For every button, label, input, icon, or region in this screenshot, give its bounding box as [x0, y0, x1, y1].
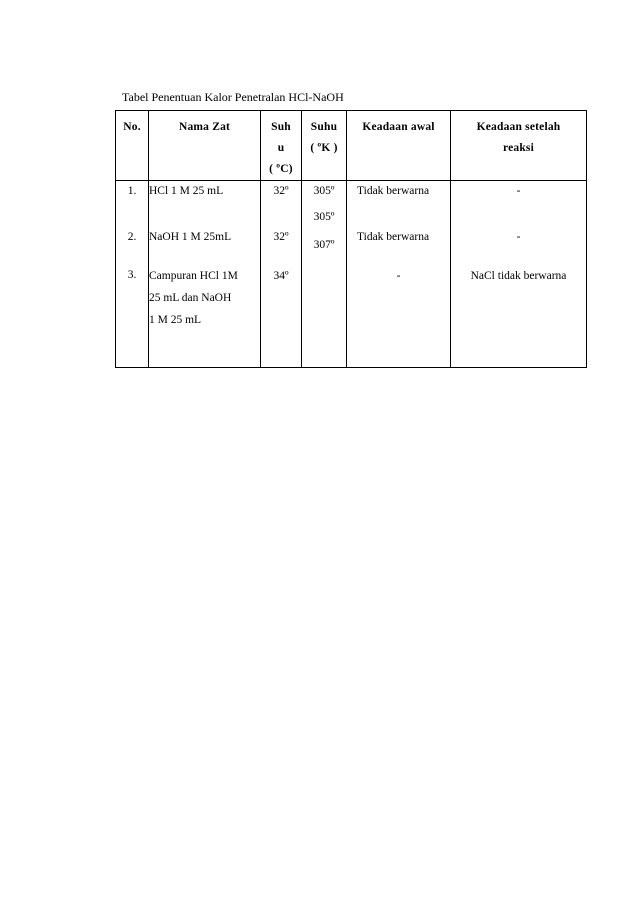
header-no-text: No. [123, 121, 141, 133]
table-row [116, 227, 587, 265]
cell-suhu-kelvin-line: 305º [313, 211, 335, 223]
cell-keadaan-awal-text: Tidak berwarna [357, 185, 430, 197]
cell-nama-zat [149, 227, 261, 265]
cell-suhu-celsius-text: 32º [273, 231, 289, 243]
header-keadaan-setelah-line-1: Keadaan setelah [476, 121, 561, 133]
cell-no [116, 181, 149, 228]
header-suhu-kelvin-line-2: ( ºK ) [310, 142, 338, 154]
header-keadaan-setelah-line-2: reaksi [502, 142, 535, 154]
data-table [115, 110, 587, 368]
cell-keadaan-awal [347, 227, 451, 265]
table-row [116, 181, 587, 228]
cell-suhu-celsius-text: 32º [273, 185, 289, 197]
header-suhu-celsius-line-2: u [277, 142, 285, 154]
cell-no [116, 227, 149, 265]
cell-keadaan-setelah [451, 265, 587, 368]
header-keadaan-setelah [451, 111, 587, 181]
cell-keadaan-awal [347, 265, 451, 368]
cell-suhu-kelvin-line: 307º [313, 239, 335, 251]
cell-nama-zat-line: 25 mL dan NaOH [149, 292, 232, 304]
cell-suhu-kelvin [302, 181, 347, 228]
cell-nama-zat [149, 265, 261, 368]
cell-no-text: 2. [127, 231, 137, 243]
cell-suhu-kelvin-line: 305º [313, 185, 335, 197]
cell-keadaan-setelah-text: - [516, 231, 521, 243]
header-keadaan-awal [347, 111, 451, 181]
table-header-row [116, 111, 587, 181]
cell-suhu-celsius [261, 227, 302, 265]
header-suhu-celsius-line-1: Suh [271, 121, 291, 133]
cell-keadaan-setelah [451, 181, 587, 228]
table-row [116, 265, 587, 368]
cell-suhu-kelvin [302, 265, 347, 368]
header-nama-zat-text: Nama Zat [178, 121, 231, 133]
cell-keadaan-awal [347, 181, 451, 228]
header-suhu-kelvin [302, 111, 347, 181]
cell-nama-zat [149, 181, 261, 228]
cell-nama-zat-line: NaOH 1 M 25mL [149, 231, 232, 243]
cell-keadaan-awal-text: Tidak berwarna [357, 231, 430, 243]
cell-suhu-kelvin [302, 227, 347, 265]
cell-suhu-celsius [261, 181, 302, 228]
cell-keadaan-setelah-text: - [516, 185, 521, 197]
table-caption: Tabel Penentuan Kalor Penetralan HCl-NaOH [122, 90, 344, 104]
cell-nama-zat-line: HCl 1 M 25 mL [149, 185, 224, 197]
header-nama-zat [149, 111, 261, 181]
header-keadaan-awal-text: Keadaan awal [362, 121, 435, 133]
header-suhu-celsius-line-3: ( ºC) [269, 163, 293, 175]
cell-suhu-celsius [261, 265, 302, 368]
cell-suhu-celsius-text: 34º [273, 270, 289, 282]
cell-nama-zat-line: Campuran HCl 1M [149, 270, 238, 282]
cell-keadaan-setelah [451, 227, 587, 265]
header-no [116, 111, 149, 181]
header-suhu-celsius [261, 111, 302, 181]
header-suhu-kelvin-line-1: Suhu [310, 121, 338, 133]
cell-no [116, 265, 149, 368]
cell-keadaan-setelah-text: NaCl tidak berwarna [470, 270, 567, 282]
cell-keadaan-awal-text: - [396, 270, 401, 282]
cell-no-text: 3. [127, 269, 137, 281]
cell-nama-zat-line: 1 M 25 mL [149, 314, 202, 326]
cell-no-text: 1. [127, 185, 137, 197]
